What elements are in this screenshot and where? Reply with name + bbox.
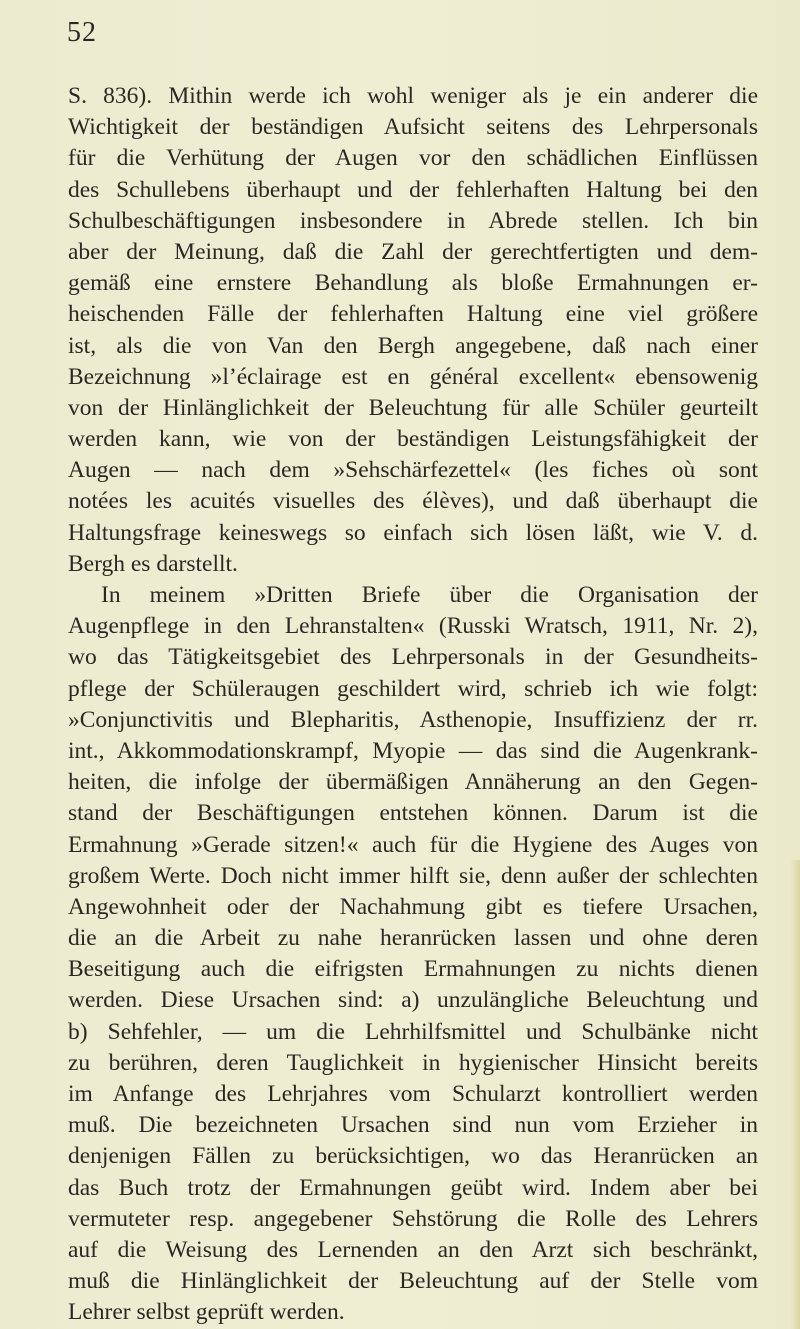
paragraph-end-line: Lehrer selbst geprüft werden. xyxy=(68,1299,345,1326)
text-line: »Conjunctivitis und Blepharitis, Asthenopie, Insuffizienz der rr. xyxy=(68,706,758,733)
text-line: werden kann, wie von der beständigen Leistungsfähigkeit der xyxy=(68,426,758,453)
text-line: muß. Die bezeichneten Ursachen sind nun vom Erzieher in xyxy=(68,1112,758,1139)
text-line: auf die Weisung des Lernenden an den Arzt sich beschränkt, xyxy=(68,1236,758,1263)
paragraph-end-line: Bergh es darstellt. xyxy=(68,550,238,577)
text-line: Haltungsfrage keineswegs so einfach sich lösen läßt, wie V. d. xyxy=(68,519,758,546)
text-line: die an die Arbeit zu nahe heranrücken lassen und ohne deren xyxy=(68,925,758,952)
text-line: stand der Beschäftigungen entstehen können. Darum ist die xyxy=(68,800,758,827)
paragraph-start-line: In meinem »Dritten Briefe über die Organisation der xyxy=(101,582,758,608)
text-line: gemäß eine ernstere Behandlung als bloße Ermahnungen er- xyxy=(68,270,758,297)
page-number: 52 xyxy=(67,17,97,48)
text-line: zu berühren, deren Tauglichkeit in hygienischer Hinsicht bereits xyxy=(68,1049,758,1076)
text-line: wo das Tätigkeitsgebiet des Lehrpersonals in der Gesundheits- xyxy=(68,644,758,671)
text-line: denjenigen Fällen zu berücksichtigen, wo das Heranrücken an xyxy=(68,1143,758,1170)
text-line: S. 836). Mithin werde ich wohl weniger als je ein anderer die xyxy=(68,83,758,109)
text-line: des Schullebens überhaupt und der fehlerhaften Haltung bei den xyxy=(68,176,758,203)
text-line: heiten, die infolge der übermäßigen Annäherung an den Gegen- xyxy=(68,769,758,796)
text-line: werden. Diese Ursachen sind: a) unzulängliche Beleuchtung und xyxy=(68,987,758,1014)
text-line: für die Verhütung der Augen vor den schädlichen Einflüssen xyxy=(68,145,758,172)
text-line: Angewohnheit oder der Nachahmung gibt es tiefere Ursachen, xyxy=(68,893,758,920)
body-text xyxy=(68,81,758,1329)
text-line: Schulbeschäftigungen insbesondere in Abrede stellen. Ich bin xyxy=(68,207,758,234)
page-edge-shadow xyxy=(790,860,800,1329)
text-line: ist, als die von Van den Bergh angegebene, daß nach einer xyxy=(68,332,758,359)
text-line: pflege der Schüleraugen geschildert wird, schrieb ich wie folgt: xyxy=(68,675,758,702)
text-line: aber der Meinung, daß die Zahl der gerechtfertigten und dem- xyxy=(68,238,758,265)
text-line: int., Akkommodationskrampf, Myopie — das sind die Augenkrank- xyxy=(68,737,758,764)
text-line: Bezeichnung »l’éclairage est en général excellent« ebensowenig xyxy=(68,363,758,390)
text-line: großem Werte. Doch nicht immer hilft sie, denn außer der schlechten xyxy=(68,862,758,889)
text-line: Ermahnung »Gerade sitzen!« auch für die Hygiene des Auges von xyxy=(68,831,758,858)
text-line: notées les acuités visuelles des élèves), und daß überhaupt die xyxy=(68,488,758,515)
text-line: Augen — nach dem »Sehschärfezettel« (les fiches où sont xyxy=(68,457,758,484)
text-line: b) Sehfehler, — um die Lehrhilfsmittel und Schulbänke nicht xyxy=(68,1018,758,1045)
text-line: von der Hinlänglichkeit der Beleuchtung für alle Schüler geurteilt xyxy=(68,394,758,421)
text-line: muß die Hinlänglichkeit der Beleuchtung auf der Stelle vom xyxy=(68,1268,758,1295)
text-line: Beseitigung auch die eifrigsten Ermahnungen zu nichts dienen xyxy=(68,956,758,983)
text-line: heischenden Fälle der fehlerhaften Haltung eine viel größere xyxy=(68,301,758,328)
text-line: das Buch trotz der Ermahnungen geübt wird. Indem aber bei xyxy=(68,1174,758,1201)
text-line: Augenpflege in den Lehranstalten« (Russki Wratsch, 1911, Nr. 2), xyxy=(68,613,758,640)
text-line: im Anfange des Lehrjahres vom Schularzt kontrolliert werden xyxy=(68,1081,758,1107)
text-line: vermuteter resp. angegebener Sehstörung die Rolle des Lehrers xyxy=(68,1205,758,1232)
text-line: Wichtigkeit der beständigen Aufsicht seitens des Lehrpersonals xyxy=(68,114,758,141)
